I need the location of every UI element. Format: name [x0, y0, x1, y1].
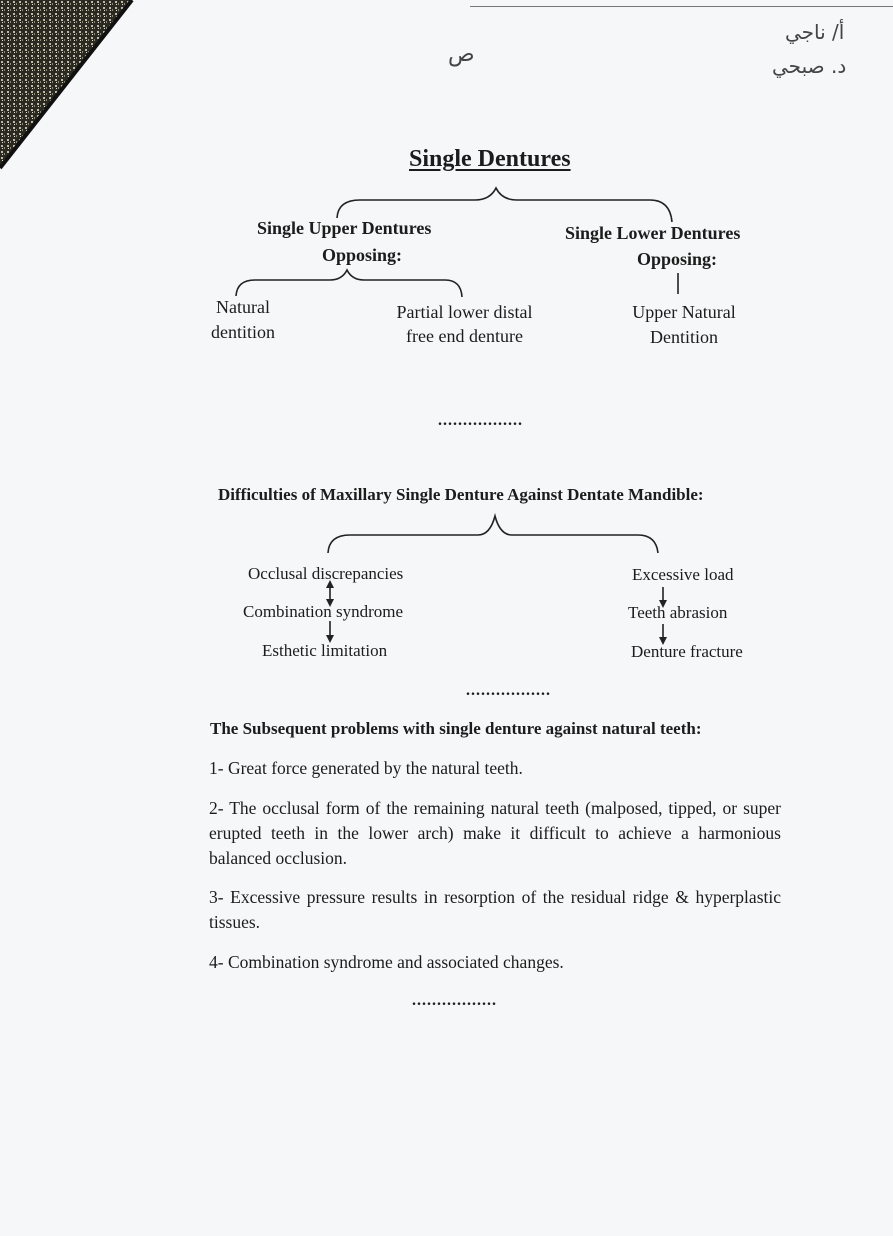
left-chain-item: Combination syndrome: [243, 602, 404, 621]
problems-heading: The Subsequent problems with single denture against natural teeth:: [210, 719, 702, 738]
left-chain-item: Occlusal discrepancies: [248, 564, 404, 583]
separator-dots: .................: [466, 682, 551, 699]
lower-opposing-label: Opposing:: [637, 249, 718, 269]
upper-brace: [236, 270, 462, 297]
right-chain-item: Denture fracture: [631, 642, 743, 661]
main-brace: [337, 188, 672, 222]
problem-item: 2- The occlusal form of the remaining natural teeth (malposed, tipped, or super erupted teeth in the lower arch) make it difficult to achieve a harmonious balanced occlusion.: [209, 798, 781, 868]
problem-item: 1- Great force generated by the natural teeth.: [209, 758, 523, 778]
diagram-title: Single Dentures: [409, 146, 571, 172]
separator-dots: .................: [438, 412, 523, 429]
problem-item: 4- Combination syndrome and associated changes.: [209, 952, 564, 972]
right-chain-item: Teeth abrasion: [628, 603, 728, 622]
difficulties-heading: Difficulties of Maxillary Single Denture Against Dentate Mandible:: [218, 485, 704, 504]
difficulties-brace: [328, 516, 658, 553]
lower-dentures-heading: Single Lower Dentures: [565, 223, 741, 243]
option-natural-dentition: Natural dentition: [211, 297, 275, 342]
handwritten-mark: ص: [448, 42, 475, 67]
right-chain-item: Excessive load: [632, 565, 734, 584]
left-chain-item: Esthetic limitation: [262, 641, 388, 660]
handwritten-name-2: د. صبحي: [772, 54, 847, 78]
separator-dots: .................: [412, 992, 497, 1009]
handwritten-name-1: أ/ ناجي: [785, 20, 845, 44]
option-upper-natural-dentition: Upper Natural Dentition: [632, 302, 736, 347]
upper-dentures-heading: Single Upper Dentures: [257, 218, 432, 238]
upper-opposing-label: Opposing:: [322, 245, 403, 265]
problem-item: 3- Excessive pressure results in resorption of the residual ridge & hyperplastic tissues.: [209, 887, 781, 932]
option-partial-denture: Partial lower distal free end denture: [396, 302, 533, 346]
